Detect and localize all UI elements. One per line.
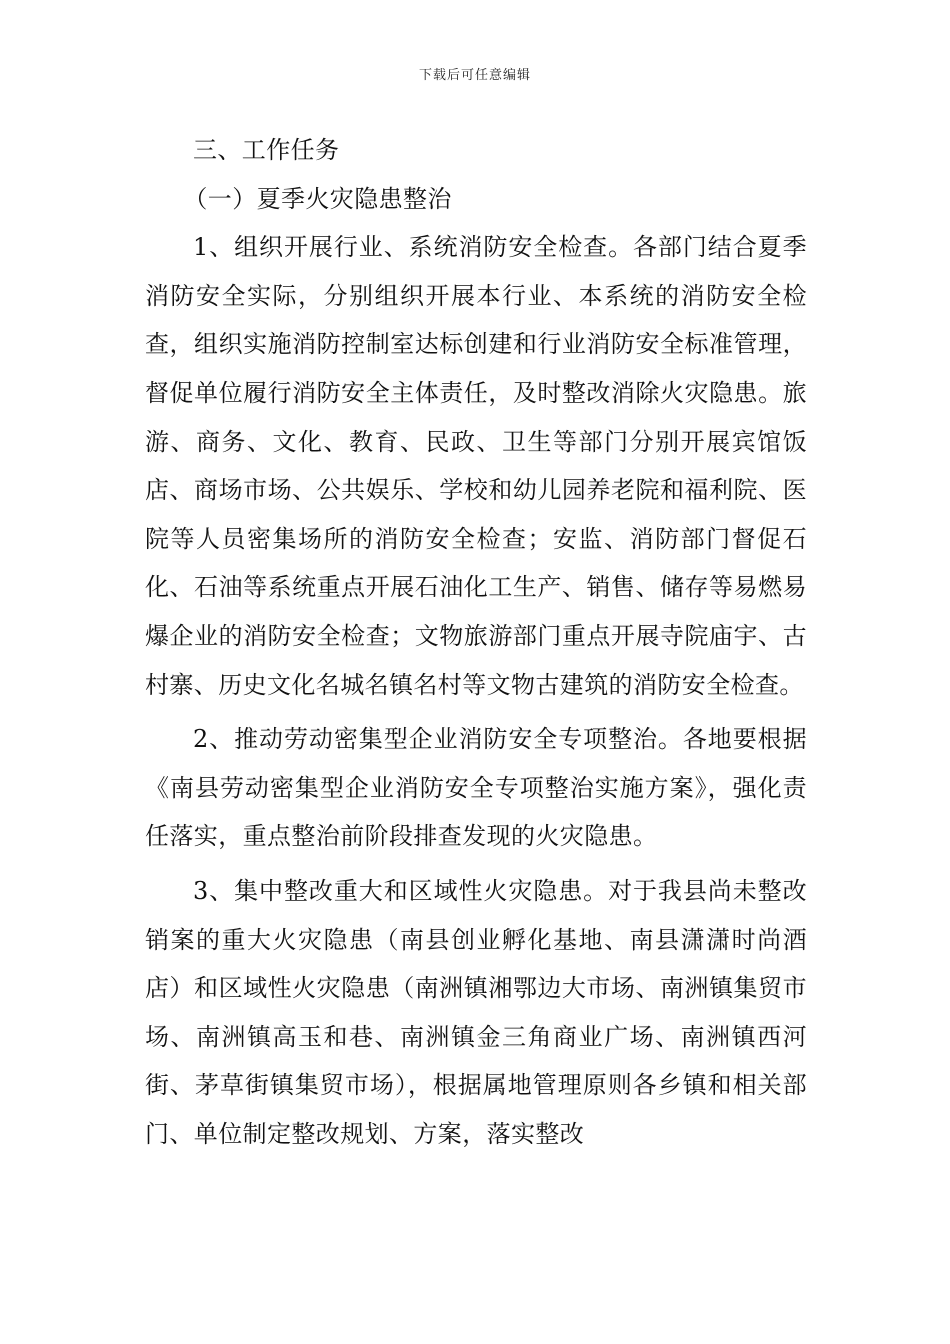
paragraph-1: 1、组织开展行业、系统消防安全检查。各部门结合夏季消防安全实际，分别组织开展本行业、本系统的消防安全检查，组织实施消防控制室达标创建和行业消防安全标准管理，督促单位履行消防安全主体责任，及时整改消除火灾隐患。旅游、商务、文化、教育、民政、卫生等部门分别开展宾馆饭店、商场市场、公共娱乐、学校和幼儿园养老院和福利院、医院等人员密集场所的消防安全检查；安监、消防部门督促石化、石油等系统重点开展石油化工生产、销售、储存等易燃易爆企业的消防安全检查；文物旅游部门重点开展寺院庙宇、古村寨、历史文化名城名镇名村等文物古建筑的消防安全检查。 xyxy=(145,233,807,699)
paragraph-2: 2、推动劳动密集型企业消防安全专项整治。各地要根据《南县劳动密集型企业消防安全专项整治实施方案》，强化责任落实，重点整治前阶段排查发现的火灾隐患。 xyxy=(145,725,807,851)
page-header-note: 下载后可任意编辑 xyxy=(418,68,531,83)
subsection-title: （一）夏季火灾隐患整治 xyxy=(183,184,452,213)
paragraph-3: 3、集中整改重大和区域性火灾隐患。对于我县尚未整改销案的重大火灾隐患（南县创业孵化基地、南县潇潇时尚酒店）和区域性火灾隐患（南洲镇湘鄂边大市场、南洲镇集贸市场、南洲镇高玉和巷、南洲镇金三角商业广场、南洲镇西河街、茅草街镇集贸市场），根据属地管理原则各乡镇和相关部门、单位制定整改规划、方案，落实整改 xyxy=(145,876,807,1148)
document-body xyxy=(145,126,807,1158)
section-title: 三、工作任务 xyxy=(193,136,340,164)
